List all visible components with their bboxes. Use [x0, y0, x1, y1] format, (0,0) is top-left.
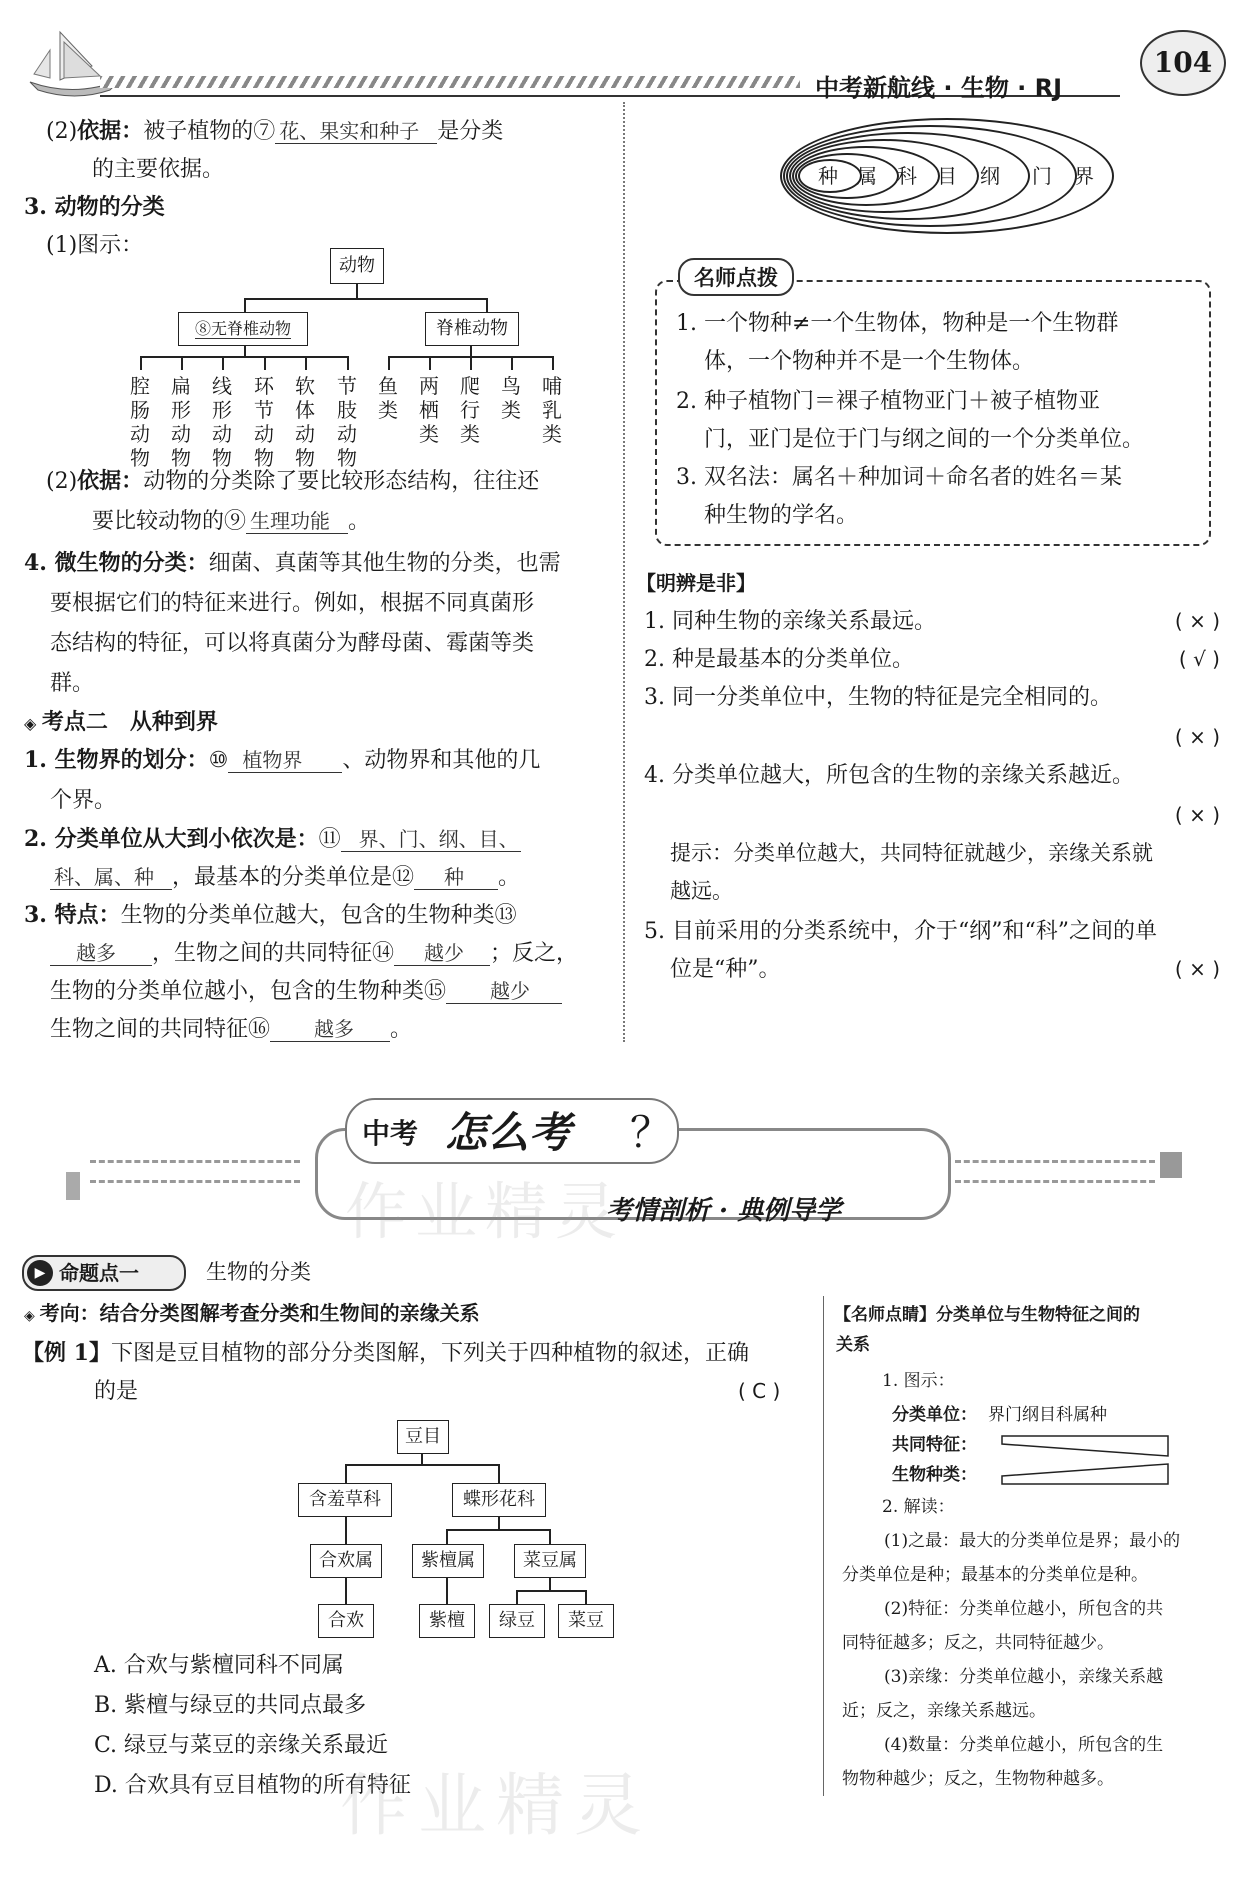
- tree-leaf: 节肢动物: [337, 374, 357, 470]
- column-divider: [623, 102, 625, 1042]
- watermark-2: 作业精灵: [340, 1767, 653, 1846]
- option-b[interactable]: B. 紫檀与绿豆的共同点最多: [94, 1693, 367, 1718]
- ellipse-label-species: 种: [818, 164, 838, 188]
- units-line1: 2. 分类单位从大到小依次是：⑪ 界、门、纲、目、: [24, 826, 519, 852]
- ellipse-label-genus: 属: [857, 164, 877, 188]
- answer-7: 花、果实和种子: [275, 119, 437, 144]
- vertebrate-box: 脊椎动物: [425, 312, 519, 346]
- watermark-1: 作业精灵: [345, 1175, 626, 1248]
- judge-q5b: 位是“种”。: [670, 957, 781, 982]
- species-kidneybean: 菜豆: [558, 1604, 614, 1638]
- ship-logo: [20, 20, 130, 100]
- species-mungbean: 绿豆: [489, 1604, 545, 1638]
- microbe-line3: 态结构的特征，可以将真菌分为酵母菌、霉菌等类: [50, 631, 535, 656]
- judge-hint-2: 越远。: [670, 879, 733, 903]
- answer-12: 种: [414, 865, 498, 890]
- genus-albizia: 合欢属: [310, 1544, 382, 1578]
- decreasing-wedge: [1000, 1434, 1172, 1460]
- bean-root: 豆目: [397, 1420, 449, 1454]
- microbe-line1: 4. 微生物的分类：细菌、真菌等其他生物的分类，也需: [24, 550, 561, 576]
- feature-line1: 3. 特点：生物的分类单位越大，包含的生物种类⑬: [24, 902, 517, 928]
- judge-hint-1: 提示：分类单位越大，共同特征就越少，亲缘关系就: [670, 841, 1153, 865]
- tree-leaf: 鱼类: [378, 374, 398, 422]
- judge-a1: ( × ): [1174, 609, 1220, 633]
- genus-phaseolus: 菜豆属: [514, 1544, 586, 1578]
- side-row2-label: 共同特征：: [892, 1435, 977, 1455]
- side-p4a: (4)数量：分类单位越小，所包含的生: [884, 1735, 1164, 1755]
- basis-animal-line1: (2)依据：动物的分类除了要比较形态结构，往往还: [46, 468, 540, 494]
- judge-a4: ( × ): [1174, 803, 1220, 827]
- answer-15: 越少: [446, 979, 562, 1004]
- side-s1: 1. 图示：: [882, 1371, 955, 1391]
- answer-14: 越少: [394, 941, 490, 966]
- genus-pterocarpus: 紫檀属: [412, 1544, 484, 1578]
- diamond-icon: ◈: [24, 714, 42, 733]
- answer-8: ⑧无脊椎动物: [194, 319, 291, 338]
- judge-q2: 2. 种是最基本的分类单位。: [644, 647, 914, 672]
- teacher-tip-1a: 1. 一个物种≠一个生物体，物种是一个生物群: [676, 311, 1119, 336]
- tree-leaf: 扁形动物: [171, 374, 191, 470]
- play-icon: ▶: [27, 1260, 53, 1286]
- species-padauk: 紫檀: [419, 1604, 475, 1638]
- basis-plant-line2: 的主要依据。: [92, 157, 225, 182]
- family-legume: 蝶形花科: [452, 1483, 546, 1517]
- kingdom-line2: 个界。: [50, 788, 117, 813]
- banner-title-b: 怎么考: [445, 1108, 572, 1157]
- basis-plant-line1: (2)依据：被子植物的⑦ 花、果实和种子 是分类: [46, 118, 504, 144]
- side-p3a: (3)亲缘：分类单位越小，亲缘关系越: [884, 1667, 1164, 1687]
- teacher-tips-title: 名师点拨: [678, 258, 794, 296]
- feature-line4: 生物之间的共同特征⑯ 越多 。: [50, 1017, 413, 1042]
- example-answer: ( C ): [738, 1379, 781, 1403]
- family-mimosa: 含羞草科: [298, 1483, 392, 1517]
- side-row3-label: 生物种类：: [892, 1465, 977, 1485]
- kp2-heading: ◈ 考点二 从种到界: [24, 709, 218, 735]
- judge-title: 【明辨是非】: [636, 571, 756, 595]
- diamond-icon: ◈: [24, 1308, 40, 1324]
- answer-16: 越多: [270, 1017, 390, 1042]
- side-p4b: 物物种越少；反之，生物物种越多。: [842, 1769, 1114, 1789]
- header-title: 中考新航线 · 生物 · RJ: [815, 74, 1063, 102]
- ellipse-label-class: 纲: [980, 164, 1000, 188]
- tree-leaf: 爬行类: [460, 374, 480, 446]
- answer-11a: 界、门、纲、目、: [341, 827, 521, 852]
- teacher-tip-2b: 门，亚门是位于门与纲之间的一个分类单位。: [704, 427, 1145, 452]
- header-stripe: [100, 76, 800, 88]
- option-a[interactable]: A. 合欢与紫檀同科不同属: [94, 1653, 344, 1678]
- side-divider: [823, 1296, 824, 1796]
- teacher-tip-2a: 2. 种子植物门＝裸子植物亚门＋被子植物亚: [676, 389, 1100, 414]
- teacher-tip-1b: 体，一个物种并不是一个生物体。: [704, 349, 1035, 374]
- side-p3b: 近；反之，亲缘关系越远。: [842, 1701, 1046, 1721]
- increasing-wedge: [1000, 1462, 1172, 1488]
- tree-leaf: 软体动物: [295, 374, 315, 470]
- side-p2b: 同特征越多；反之，共同特征越少。: [842, 1633, 1114, 1653]
- tree-leaf: 哺乳类: [542, 374, 562, 446]
- side-title-1: 【名师点睛】分类单位与生物特征之间的: [834, 1305, 1140, 1325]
- example-line2: 的是: [94, 1379, 139, 1404]
- ellipse-label-family: 科: [897, 164, 917, 188]
- topic-name: 生物的分类: [206, 1260, 311, 1284]
- judge-a5: ( × ): [1174, 957, 1220, 981]
- microbe-line4: 群。: [50, 671, 95, 696]
- tree-leaf: 线形动物: [212, 374, 232, 470]
- judge-q5a: 5. 目前采用的分类系统中，介于“纲”和“科”之间的单: [644, 919, 1157, 944]
- tree-leaf: 两栖类: [419, 374, 439, 446]
- side-row1-label: 分类单位：: [892, 1405, 977, 1425]
- side-title-2: 关系: [836, 1335, 870, 1355]
- section-animal-classification: 3. 动物的分类: [24, 194, 165, 220]
- page-number: 104: [1153, 46, 1213, 79]
- side-p1b: 分类单位是种；最基本的分类单位是种。: [842, 1565, 1148, 1585]
- basis-animal-line2: 要比较动物的⑨ 生理功能 。: [92, 509, 371, 534]
- feature-line2: 越多 ，生物之间的共同特征⑭ 越少 ；反之，: [50, 934, 578, 973]
- example-line1: 【例 1】下图是豆目植物的部分分类图解，下列关于四种植物的叙述，正确: [22, 1340, 749, 1366]
- diagram-label: (1)图示：: [46, 233, 144, 258]
- microbe-line2: 要根据它们的特征来进行。例如，根据不同真菌形: [50, 591, 535, 616]
- teacher-tip-3a: 3. 双名法：属名＋种加词＋命名者的姓名＝某: [676, 465, 1122, 490]
- invertebrate-box: [178, 312, 308, 346]
- banner-question: ？: [630, 1108, 673, 1157]
- tree-leaf: 鸟类: [501, 374, 521, 422]
- judge-q4: 4. 分类单位越大，所包含的生物的亲缘关系越近。: [644, 763, 1134, 788]
- page-number-badge: [1140, 30, 1226, 96]
- feature-line3: 生物的分类单位越小，包含的生物种类⑮ 越少: [50, 972, 562, 1011]
- judge-q3: 3. 同一分类单位中，生物的特征是完全相同的。: [644, 685, 1112, 710]
- judge-a2: ( √ ): [1178, 647, 1220, 671]
- direction: ◈ 考向：结合分类图解考查分类和生物间的亲缘关系: [24, 1301, 480, 1325]
- side-s2: 2. 解读：: [882, 1497, 955, 1517]
- answer-13: 越多: [50, 941, 152, 966]
- teacher-tip-3b: 种生物的学名。: [704, 503, 859, 528]
- ellipse-label-kingdom: 界: [1074, 164, 1094, 188]
- judge-q1: 1. 同种生物的亲缘关系最远。: [644, 609, 936, 634]
- units-line2: 科、属、种 ，最基本的分类单位是⑫ 种 。: [50, 858, 520, 897]
- answer-11b: 科、属、种: [50, 865, 172, 890]
- species-albizia: 合欢: [318, 1604, 374, 1638]
- tree-leaf: 环节动物: [254, 374, 274, 470]
- ellipse-label-phylum: 门: [1032, 164, 1052, 188]
- side-p2a: (2)特征：分类单位越小，所包含的共: [884, 1599, 1164, 1619]
- option-c[interactable]: C. 绿豆与菜豆的亲缘关系最近: [94, 1733, 389, 1758]
- judge-a3: ( × ): [1174, 725, 1220, 749]
- answer-9: 生理功能: [246, 509, 348, 534]
- ellipse-label-order: 目: [937, 164, 957, 188]
- topic-tag: ▶ 命题点一: [22, 1255, 186, 1291]
- option-d[interactable]: D. 合欢具有豆目植物的所有特征: [94, 1773, 411, 1798]
- side-row1-value: 界门纲目科属种: [988, 1405, 1107, 1425]
- tree-root: 动物: [330, 248, 384, 284]
- banner-subtitle: 考情剖析 · 典例导学: [606, 1196, 842, 1226]
- answer-10: 植物界: [228, 748, 342, 773]
- banner-title-a: 中考: [362, 1117, 419, 1150]
- tree-leaf: 腔肠动物: [130, 374, 150, 470]
- kingdom-line1: 1. 生物界的划分：⑩ 植物界 、动物界和其他的几: [24, 747, 541, 773]
- side-p1a: (1)之最：最大的分类单位是界；最小的: [884, 1531, 1181, 1551]
